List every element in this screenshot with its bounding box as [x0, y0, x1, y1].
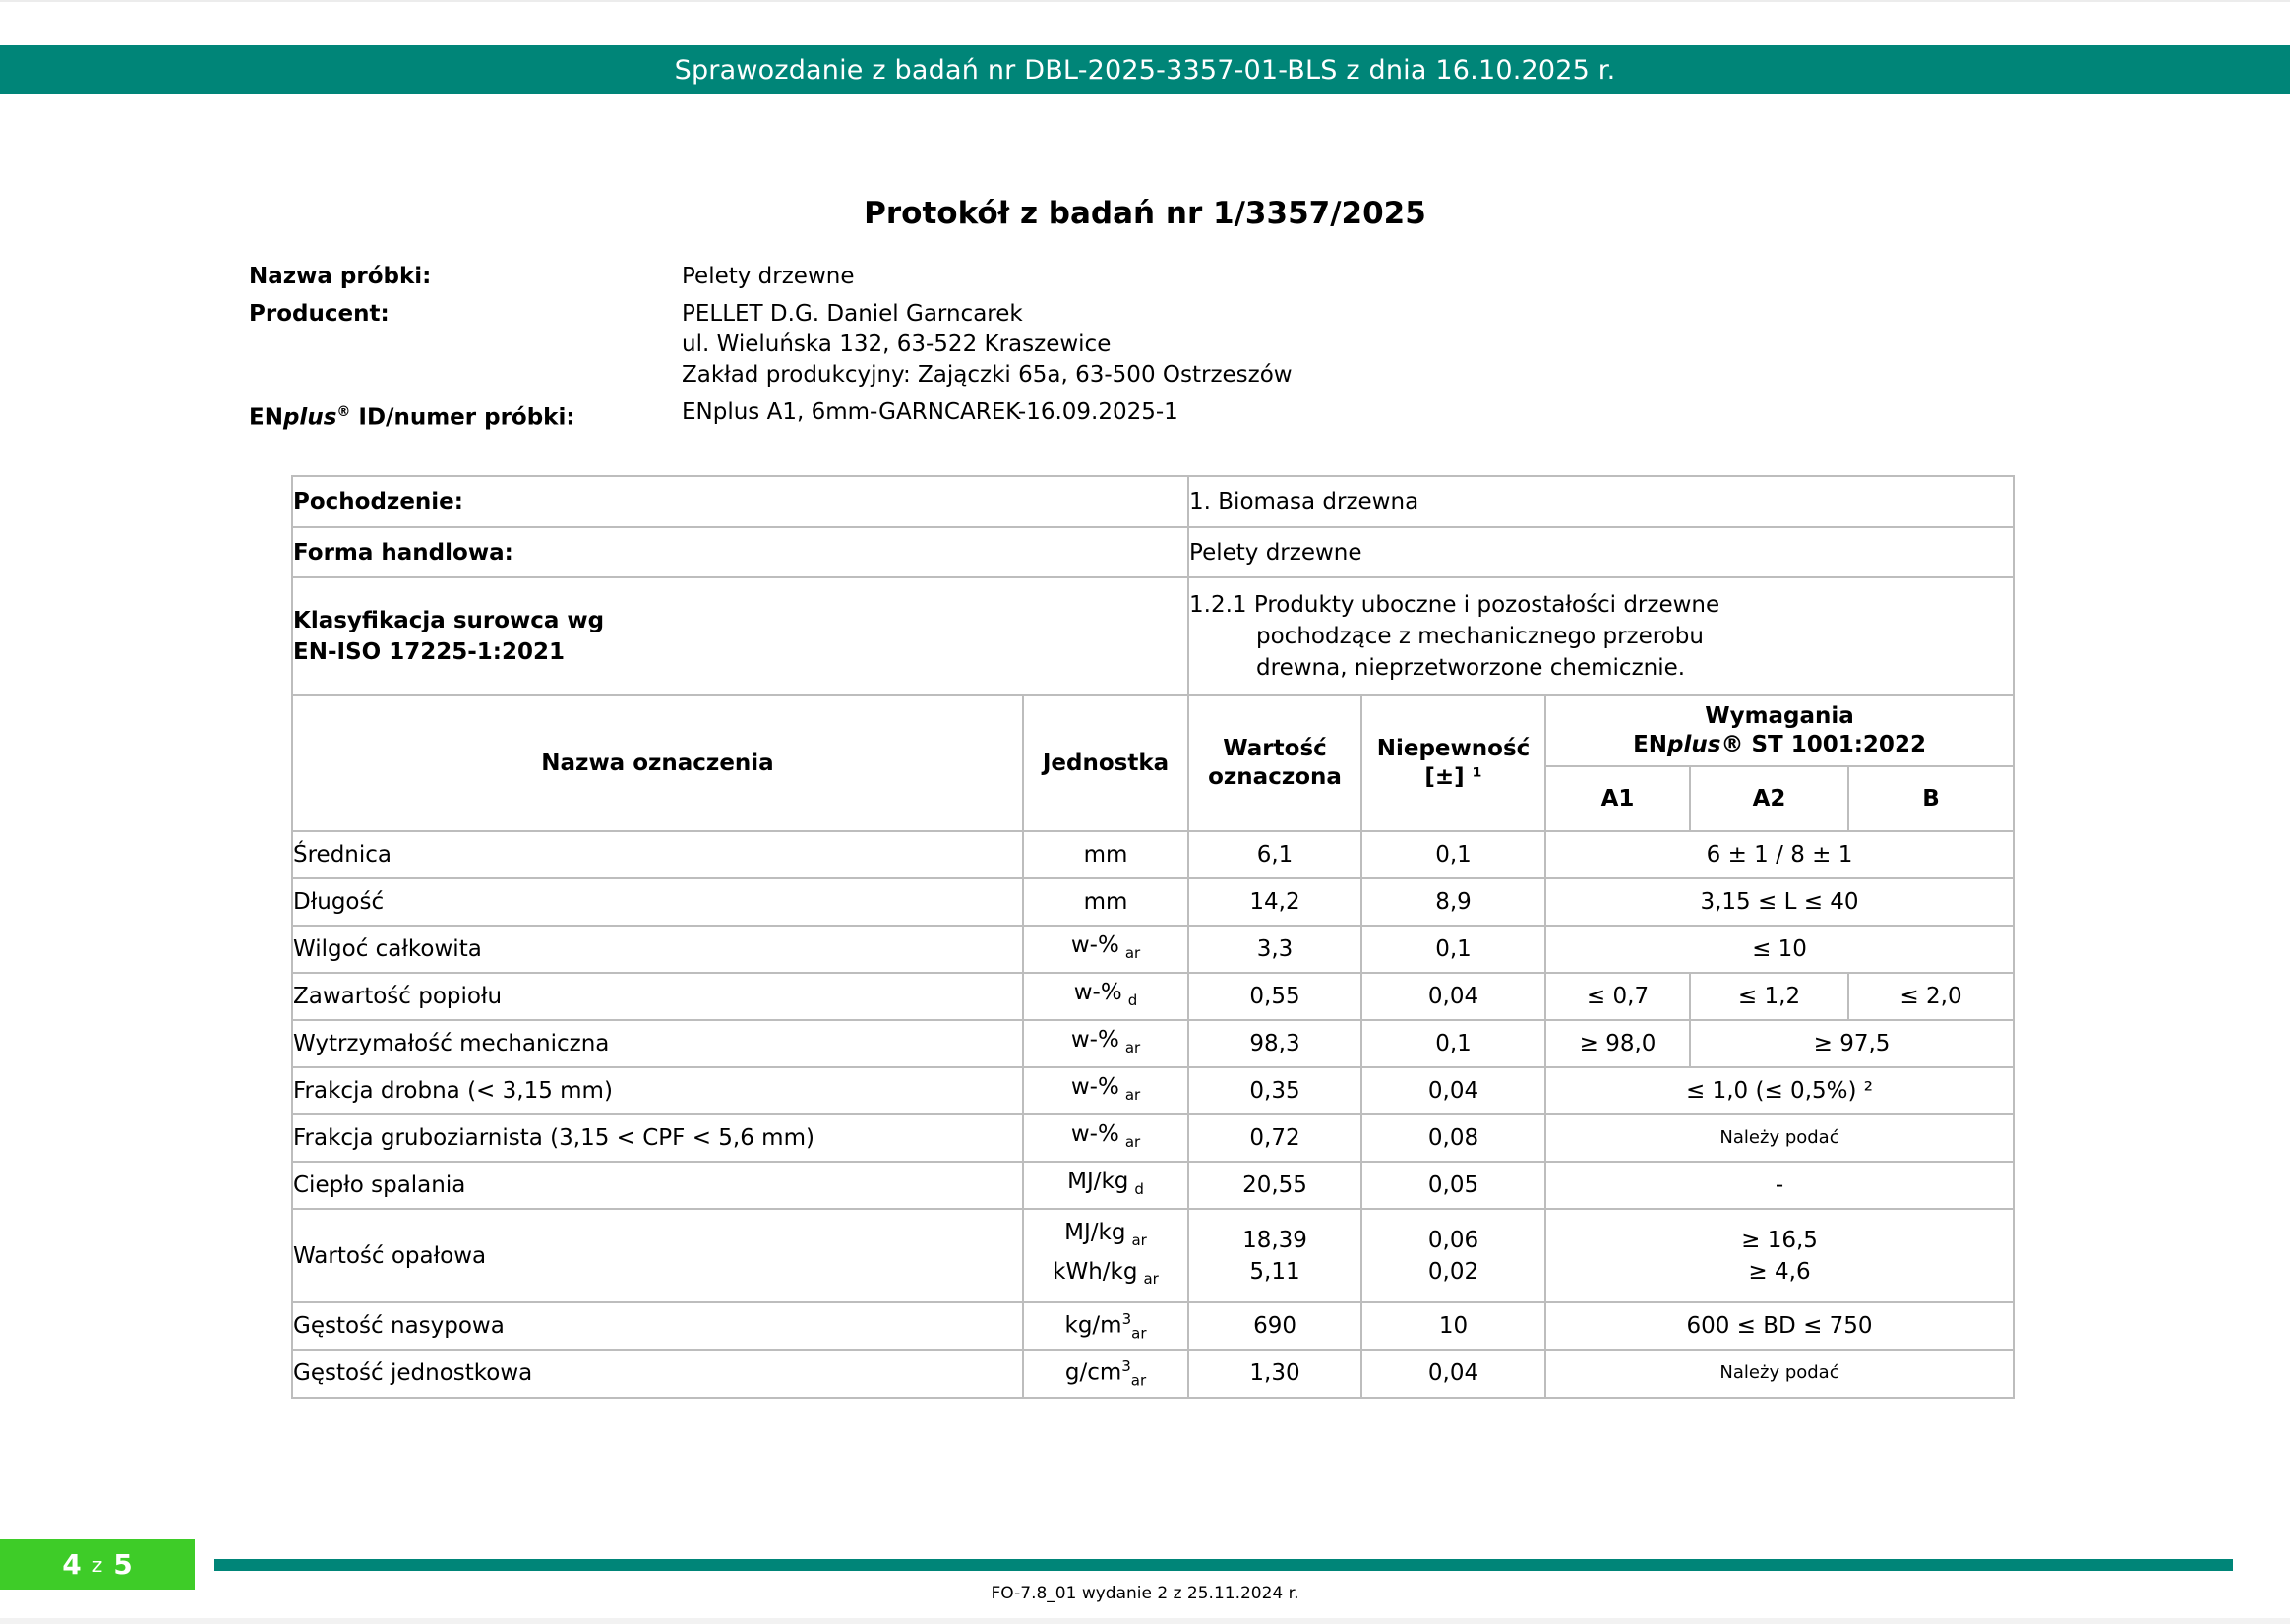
analyte-name-cell: Wytrzymałość mechaniczna [292, 1020, 1023, 1067]
uncertainty-cell-line: 0,06 [1427, 1227, 1479, 1253]
info-table-row [292, 577, 2014, 695]
requirement-cell [1545, 926, 2014, 973]
unit-text: w-% $_d$ [1073, 980, 1138, 1009]
unit-cell [1023, 831, 1188, 878]
info-label-line: EN-ISO 17225-1:2021 [293, 639, 565, 665]
text-segment: Producent: [249, 301, 390, 327]
unit-cell [1023, 1067, 1188, 1114]
sample-info-line: ul. Wieluńska 132, 63-522 Kraszewice [682, 331, 1112, 357]
unit-cell [1023, 1162, 1188, 1209]
sample-info-block [249, 262, 1293, 441]
requirement-a2b-cell: ≥ 97,5 [1690, 1020, 2014, 1067]
requirement-line: ≤ 1,0 (≤ 0,5%) ² [1686, 1078, 1873, 1104]
header-line: Wartość [1223, 736, 1327, 761]
uncertainty-cell [1361, 878, 1545, 926]
analyte-name-cell: Długość [292, 878, 1023, 926]
sample-info-label [249, 397, 682, 434]
measured-value-cell-line: 1,30 [1249, 1360, 1300, 1387]
analyte-name-cell: Frakcja drobna (< 3,15 mm) [292, 1067, 1023, 1114]
requirement-cell [1545, 1114, 2014, 1162]
requirement-a2-cell: ≤ 1,2 [1690, 973, 1848, 1020]
requirement-line: ≥ 4,6 [1748, 1258, 1811, 1285]
info-value-line: 1.2.1 Produkty uboczne i pozostałości drzewne [1189, 592, 1720, 618]
analyte-name-cell: Ciepło spalania [292, 1162, 1023, 1209]
uncertainty-cell-line: 0,08 [1427, 1125, 1479, 1151]
measured-value-cell [1188, 926, 1361, 973]
measured-value-cell-line: 0,55 [1249, 984, 1300, 1009]
header-line: Niepewność [1376, 736, 1531, 761]
requirement-cell [1545, 1350, 2014, 1397]
uncertainty-cell-line: 0,1 [1435, 936, 1472, 962]
unit-text: w-% $_{ar}$ [1070, 1074, 1141, 1104]
header-requirements [1545, 695, 2014, 766]
uncertainty-cell [1361, 973, 1545, 1020]
report-header-band [0, 45, 2290, 94]
unit-superscript: 3 [1121, 1357, 1131, 1376]
report-header-text: Sprawozdanie z badań nr DBL-2025-3357-01-BLS z dnia 16.10.2025 r. [674, 54, 1616, 86]
info-label-line: Forma handlowa: [293, 539, 513, 566]
unit-subscript: ar [1143, 1270, 1159, 1289]
uncertainty-cell-line: 0,05 [1427, 1173, 1479, 1198]
page-top-edge [0, 0, 2290, 2]
unit-text: mm [1083, 889, 1128, 915]
measured-value-cell-line: 0,72 [1249, 1125, 1300, 1151]
results-table [291, 475, 2015, 1399]
requirement-line: Należy podać [1719, 1362, 1839, 1384]
uncertainty-cell [1361, 1162, 1545, 1209]
page-number-box [0, 1539, 195, 1590]
sample-info-row [249, 299, 1293, 391]
info-value-cell [1188, 527, 2014, 577]
uncertainty-cell-line: 0,04 [1427, 1078, 1479, 1104]
header-class-a1: A1 [1545, 766, 1690, 831]
info-label-cell [292, 577, 1188, 695]
result-row [292, 1020, 2014, 1067]
unit-text: w-% $_{ar}$ [1070, 932, 1141, 962]
sample-info-value [682, 397, 1178, 434]
requirement-line: ≥ 16,5 [1741, 1227, 1818, 1253]
text-segment: ® [336, 404, 351, 420]
requirement-line: - [1775, 1173, 1784, 1198]
uncertainty-cell [1361, 926, 1545, 973]
analyte-name-cell: Gęstość jednostkowa [292, 1350, 1023, 1397]
measured-value-cell-line: 6,1 [1256, 842, 1294, 868]
measured-value-cell [1188, 1209, 1361, 1302]
unit-subscript: ar [1124, 1132, 1141, 1151]
unit-subscript: ar [1124, 943, 1141, 962]
unit-subscript: ar [1124, 1038, 1141, 1056]
unit-text: mm [1083, 842, 1128, 868]
unit-subscript: d [1134, 1179, 1144, 1198]
analyte-name-cell: Średnica [292, 831, 1023, 878]
header-line: oznaczona [1208, 764, 1342, 790]
requirements-standard [1546, 731, 2013, 759]
uncertainty-cell [1361, 1020, 1545, 1067]
info-table-row [292, 527, 2014, 577]
uncertainty-cell-line: 0,1 [1435, 1031, 1472, 1056]
measured-value-cell-line: 0,35 [1249, 1078, 1300, 1104]
info-table-row [292, 476, 2014, 527]
analyte-name-cell: Wilgoć całkowita [292, 926, 1023, 973]
result-row [292, 1302, 2014, 1350]
uncertainty-cell [1361, 1302, 1545, 1350]
unit-superscript: 3 [1121, 1310, 1132, 1328]
analyte-name-cell: Gęstość nasypowa [292, 1302, 1023, 1350]
results-header-row [292, 695, 2014, 766]
measured-value-cell [1188, 1350, 1361, 1397]
uncertainty-cell [1361, 1114, 1545, 1162]
text-segment: plus [282, 404, 337, 431]
requirement-line: Należy podać [1719, 1127, 1839, 1148]
uncertainty-cell [1361, 1067, 1545, 1114]
requirement-b-cell: ≤ 2,0 [1848, 973, 2014, 1020]
requirement-cell [1545, 878, 2014, 926]
info-value-cell [1188, 476, 2014, 527]
sample-info-row [249, 397, 1293, 434]
uncertainty-cell-line: 8,9 [1435, 889, 1472, 915]
requirement-cell [1545, 1209, 2014, 1302]
result-row [292, 878, 2014, 926]
unit-text: MJ/kg $_{ar}$ [1064, 1219, 1147, 1249]
info-value-line: 1. Biomasa drzewna [1189, 489, 1419, 514]
measured-value-cell [1188, 1302, 1361, 1350]
measured-value-cell [1188, 1020, 1361, 1067]
unit-cell [1023, 1350, 1188, 1397]
unit-cell [1023, 1302, 1188, 1350]
measured-value-cell-line: 3,3 [1256, 936, 1294, 962]
text-segment: plus [1667, 732, 1721, 757]
uncertainty-cell [1361, 1209, 1545, 1302]
sample-info-label [249, 299, 682, 391]
info-value-line: pochodzące z mechanicznego przerobu [1256, 624, 1704, 649]
sample-info-line: Zakład produkcyjny: Zajączki 65a, 63-500 Ostrzeszów [682, 362, 1293, 388]
measured-value-cell [1188, 878, 1361, 926]
sample-info-line: Pelety drzewne [682, 264, 855, 289]
measured-value-cell-line: 14,2 [1249, 889, 1300, 915]
info-value-cell [1188, 577, 2014, 695]
uncertainty-cell [1361, 1350, 1545, 1397]
uncertainty-cell-line: 0,04 [1427, 1360, 1479, 1387]
info-label-cell [292, 476, 1188, 527]
footer-divider-bar [214, 1559, 2233, 1571]
result-row [292, 926, 2014, 973]
sample-info-value [682, 299, 1293, 391]
info-label-line: Klasyfikacja surowca wg [293, 608, 605, 633]
unit-cell [1023, 1020, 1188, 1067]
unit-text: w-% $_{ar}$ [1070, 1027, 1141, 1056]
uncertainty-cell-line: 0,04 [1427, 984, 1479, 1009]
analyte-name-cell: Wartość opałowa [292, 1209, 1023, 1302]
header-measured-value [1188, 695, 1361, 831]
header-uncertainty [1361, 695, 1545, 831]
info-label-cell [292, 527, 1188, 577]
sample-info-value [682, 262, 855, 292]
footer-doc-code: FO-7.8_01 wydanie 2 z 25.11.2024 r. [991, 1584, 1299, 1603]
header-line: Nazwa oznaczenia [541, 750, 774, 776]
measured-value-cell [1188, 1067, 1361, 1114]
unit-subscript: ar [1131, 1324, 1147, 1343]
header-line: [±] ¹ [1424, 764, 1482, 790]
requirement-line: ≤ 10 [1752, 936, 1807, 962]
unit-subscript: ar [1124, 1085, 1141, 1104]
uncertainty-cell-line: 0,1 [1435, 842, 1472, 868]
result-row [292, 831, 2014, 878]
analyte-name-cell: Frakcja gruboziarnista (3,15 < CPF < 5,6 mm) [292, 1114, 1023, 1162]
protocol-title: Protokół z badań nr 1/3357/2025 [864, 196, 1426, 231]
page-current: 4 [62, 1548, 82, 1581]
sample-info-line: ENplus A1, 6mm-GARNCAREK-16.09.2025-1 [682, 399, 1178, 425]
text-segment: EN [249, 404, 283, 431]
unit-subscript: ar [1130, 1371, 1147, 1390]
result-row [292, 1350, 2014, 1397]
requirement-cell [1545, 1162, 2014, 1209]
text-segment: Nazwa próbki: [249, 264, 432, 289]
info-value-line: Pelety drzewne [1189, 539, 1362, 566]
unit-text: $kg/m^3_{ar}$ [1064, 1310, 1147, 1343]
text-segment: ® ST 1001:2022 [1720, 732, 1926, 757]
requirement-cell [1545, 1067, 2014, 1114]
page-separator: z [91, 1552, 103, 1577]
measured-value-cell-line: 98,3 [1249, 1031, 1300, 1056]
unit-cell [1023, 926, 1188, 973]
info-value-line: drewna, nieprzetworzone chemicznie. [1256, 655, 1686, 681]
sample-info-label [249, 262, 682, 292]
result-row [292, 1114, 2014, 1162]
result-row [292, 1162, 2014, 1209]
result-row [292, 1067, 2014, 1114]
header-unit [1023, 695, 1188, 831]
unit-subscript: ar [1131, 1231, 1147, 1249]
unit-cell [1023, 1209, 1188, 1302]
unit-cell [1023, 1114, 1188, 1162]
measured-value-cell-line: 690 [1253, 1313, 1296, 1340]
result-row [292, 1209, 2014, 1302]
uncertainty-cell-line: 10 [1438, 1313, 1469, 1340]
measured-value-cell-line: 20,55 [1242, 1173, 1307, 1198]
unit-subscript: d [1127, 991, 1138, 1009]
result-row [292, 973, 2014, 1020]
requirement-line: 3,15 ≤ L ≤ 40 [1700, 889, 1859, 915]
requirement-line: 600 ≤ BD ≤ 750 [1686, 1313, 1873, 1340]
measured-value-cell-line: 5,11 [1249, 1258, 1300, 1285]
measured-value-cell [1188, 1162, 1361, 1209]
unit-cell [1023, 973, 1188, 1020]
text-segment: ID/numer próbki: [350, 404, 575, 431]
measured-value-cell-line: 18,39 [1242, 1227, 1307, 1253]
header-class-b: B [1848, 766, 2014, 831]
unit-text: kWh/kg $_{ar}$ [1053, 1258, 1159, 1289]
unit-text: w-% $_{ar}$ [1070, 1121, 1141, 1151]
header-analyte-name [292, 695, 1023, 831]
page-total: 5 [113, 1548, 133, 1581]
unit-text: $g/cm^3_{ar}$ [1064, 1357, 1147, 1390]
sample-info-line: PELLET D.G. Daniel Garncarek [682, 301, 1023, 327]
uncertainty-cell [1361, 831, 1545, 878]
analyte-name-cell: Zawartość popiołu [292, 973, 1023, 1020]
measured-value-cell [1188, 831, 1361, 878]
uncertainty-cell-line: 0,02 [1427, 1258, 1479, 1285]
requirements-title: Wymagania [1705, 703, 1854, 729]
unit-text: MJ/kg $_d$ [1067, 1169, 1144, 1198]
header-class-a2: A2 [1690, 766, 1848, 831]
requirement-a1-cell: ≥ 98,0 [1545, 1020, 1690, 1067]
requirement-cell [1545, 1302, 2014, 1350]
page-bottom-edge [0, 1618, 2290, 1624]
text-segment: EN [1633, 732, 1668, 757]
requirement-a1-cell: ≤ 0,7 [1545, 973, 1690, 1020]
requirement-line: 6 ± 1 / 8 ± 1 [1706, 842, 1853, 868]
measured-value-cell [1188, 973, 1361, 1020]
unit-cell [1023, 878, 1188, 926]
requirement-cell [1545, 831, 2014, 878]
sample-info-row [249, 262, 1293, 292]
info-label-line: Pochodzenie: [293, 489, 463, 514]
header-line: Jednostka [1042, 750, 1170, 776]
measured-value-cell [1188, 1114, 1361, 1162]
